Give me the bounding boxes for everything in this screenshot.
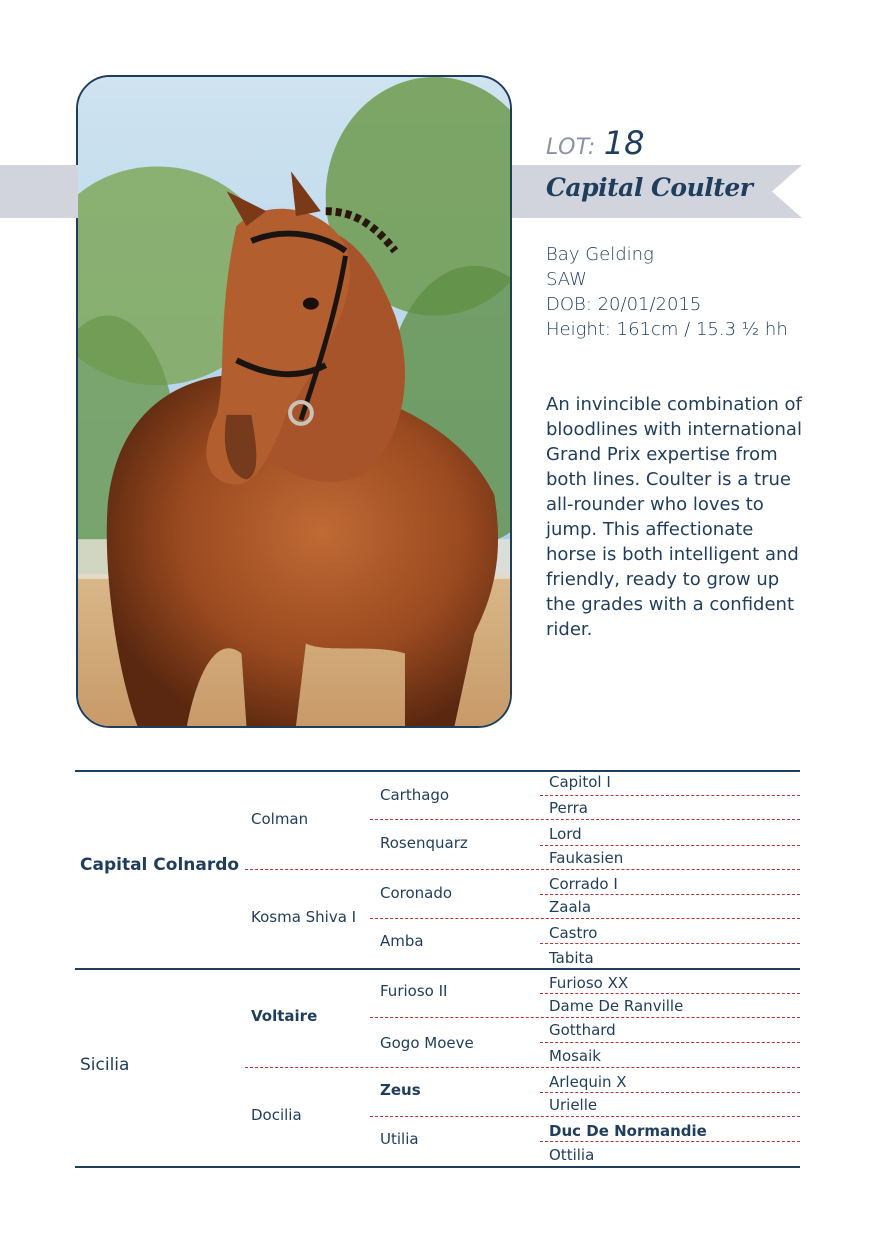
divider [540,1141,800,1142]
pedigree-gen3-name: Carthago [380,786,450,804]
horse-details [546,242,788,342]
divider [245,869,800,870]
ribbon-left [0,165,78,218]
pedigree-gen3-name: Rosenquarz [380,834,468,852]
pedigree-gen3-name: Utilia [380,1130,419,1148]
pedigree-gen3-name: Gogo Moeve [380,1034,474,1052]
sire-name: Capital Colnardo [80,855,240,875]
pedigree-bottom-rule [75,1166,800,1168]
pedigree-gen3-name: Amba [380,932,424,950]
dam-sire: Voltaire [251,1007,318,1025]
divider [540,1092,800,1093]
divider [370,1017,800,1018]
pedigree-gen4-name: Capitol I [549,773,611,791]
pedigree-gen4-name: Tabita [549,949,594,967]
pedigree-gen4-name: Arlequin X [549,1073,627,1091]
divider [370,918,800,919]
detail-breed: SAW [546,269,587,290]
detail-dob: DOB: 20/01/2015 [546,294,702,315]
horse-name: Capital Coulter [546,173,753,202]
pedigree-gen4-name: Dame De Ranville [549,997,684,1015]
horse-description: An invincible combination of bloodlines with international Grand Prix expertise from both lines. Coulter is a true all-rounder who loves to jump. This affectionate horse is both intelligent and friendly, ready to grow up the grades with a confident rider. [546,394,802,640]
divider [370,819,800,820]
pedigree-gen4-name: Castro [549,924,598,942]
sire-sire: Colman [251,810,309,828]
lot-label: LOT: [546,135,596,160]
pedigree-gen4-name: Faukasien [549,849,624,867]
horse-photo [76,75,512,728]
divider [370,1116,800,1117]
pedigree-gen4-name: Mosaik [549,1047,601,1065]
detail-height: Height: 161cm / 15.3 ½ hh [546,319,788,340]
dam-name: Sicilia [80,1055,130,1075]
divider [540,795,800,796]
pedigree-top-rule [75,770,800,772]
pedigree-gen4-name: Urielle [549,1096,598,1114]
pedigree-gen4-name: Gotthard [549,1021,616,1039]
divider [245,1067,800,1068]
sire-dam: Kosma Shiva I [251,908,357,926]
divider [540,894,800,895]
dam-dam: Docilia [251,1106,302,1124]
divider [540,845,800,846]
lot-number: 18 [603,124,645,162]
pedigree-gen4-name: Zaala [549,898,592,916]
pedigree-gen3-name: Coronado [380,884,453,902]
pedigree-gen4-name: Ottilia [549,1146,595,1164]
divider [540,993,800,994]
pedigree-gen4-name: Perra [549,799,589,817]
divider [540,943,800,944]
divider [540,1042,800,1043]
pedigree-middle-rule [75,968,800,970]
pedigree-gen4-name: Duc De Normandie [549,1122,707,1140]
pedigree-gen4-name: Corrado I [549,875,618,893]
pedigree-gen4-name: Furioso XX [549,974,629,992]
pedigree-gen3-name: Zeus [380,1081,421,1099]
pedigree-gen3-name: Furioso II [380,982,448,1000]
pedigree-gen4-name: Lord [549,825,582,843]
lot-heading [546,124,644,164]
detail-colour-sex: Bay Gelding [546,244,654,265]
